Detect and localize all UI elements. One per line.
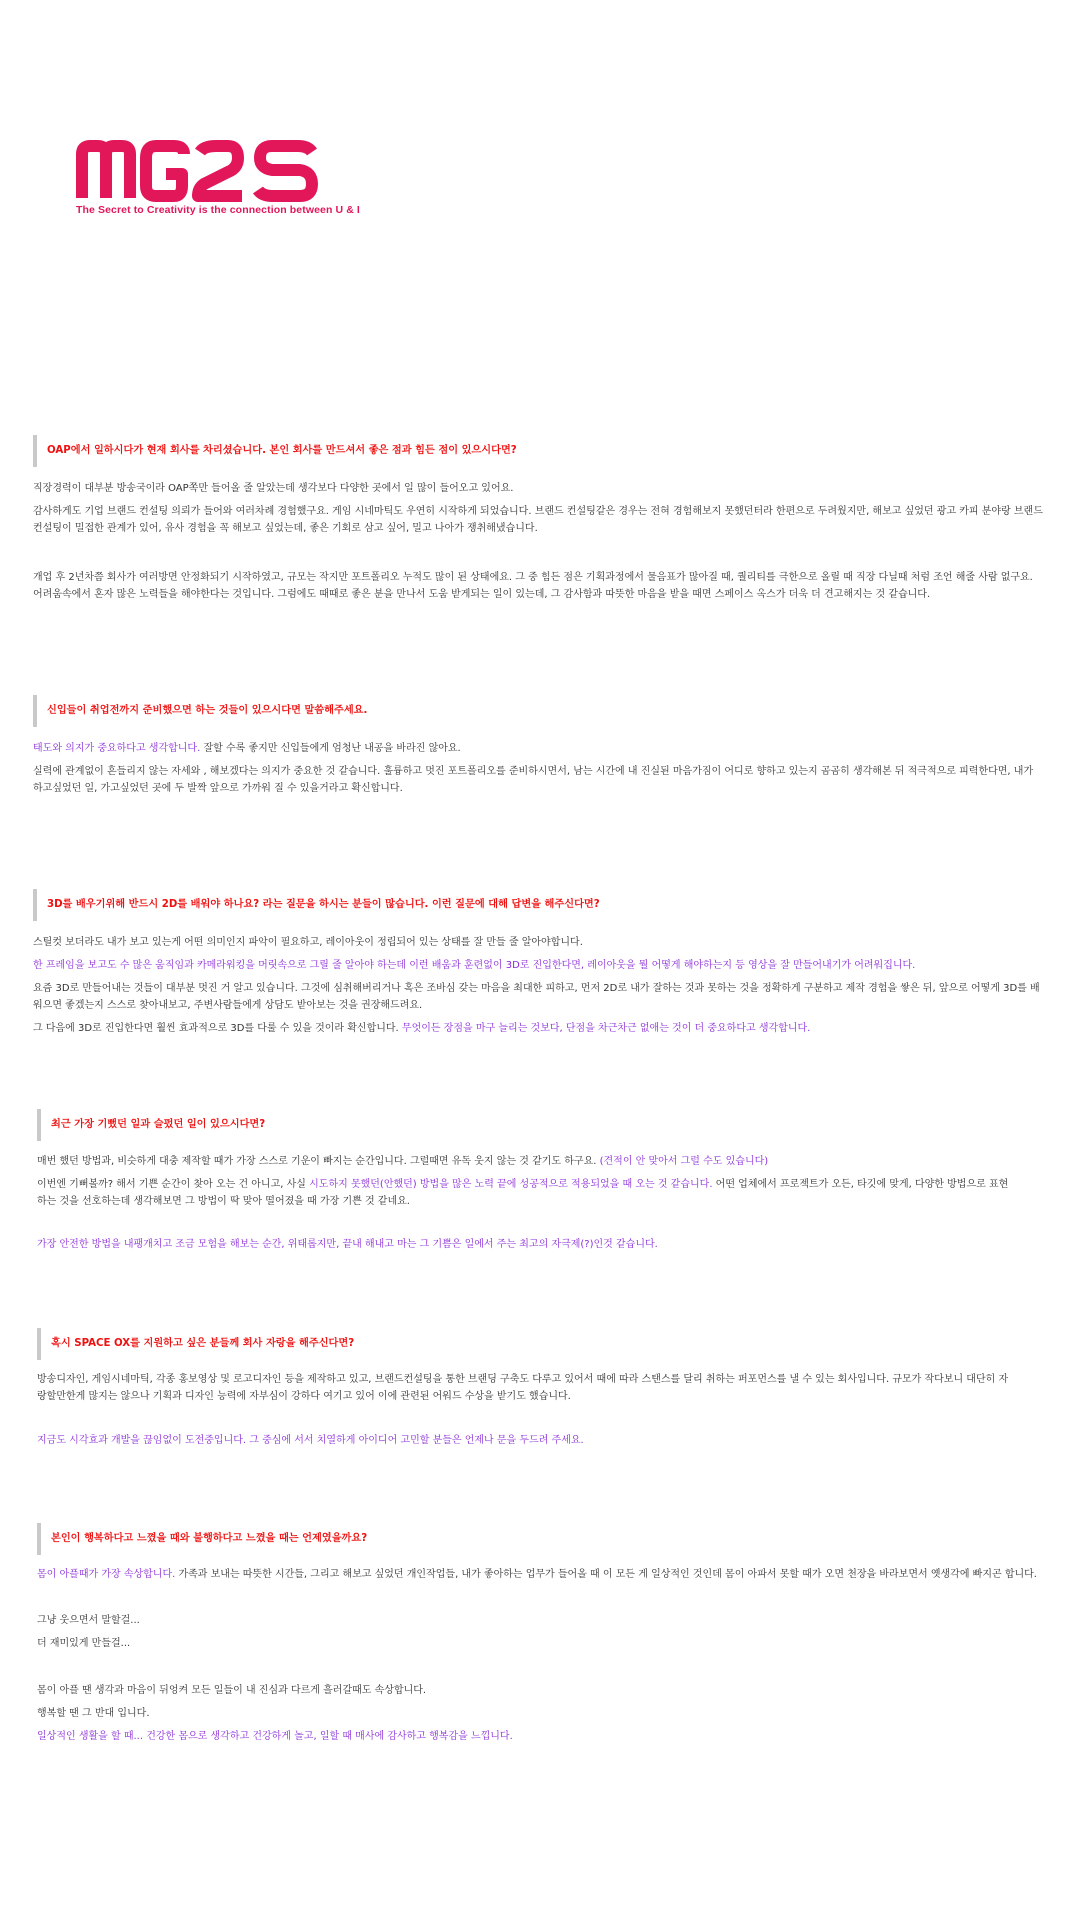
answer-paragraph — [37, 1153, 768, 1170]
highlight-paragraph: 일상적인 생활을 할 때... 건강한 몸으로 생각하고 건강하게 놀고, 일할 때 매사에 감사하고 행복감을 느낍니다. — [37, 1731, 513, 1742]
answer-paragraph: 요즘 3D로 만들어내는 것들이 대부분 멋진 거 알고 있습니다. 그것에 심취해버리거나 혹은 조바심 갖는 마음을 최대한 피하고, 먼저 2D로 내가 잘하는 것과 못하는 것을 정확하게 구분하고 제작 경험을 쌓은 뒤, 앞으로 어떻게 3D를 배워으면 좋겠는지 스스로 찾아내보고, 주변사람들에게 상담도 받아보는 것을 권장해드려요. — [33, 983, 1040, 1011]
highlight-text: 무엇이든 장점을 마구 늘리는 것보다, 단점을 차근차근 없애는 것이 더 중요하다고 생각합니다. — [401, 1023, 811, 1034]
question-heading: 신입들이 취업전까지 준비했으면 하는 것들이 있으시다면 말씀해주세요. — [33, 695, 367, 727]
answer-line: 그냥 웃으면서 말할걸... — [37, 1615, 140, 1626]
highlight-text: (견적이 안 맞아서 그럴 수도 있습니다) — [599, 1156, 769, 1167]
answer-paragraph: 방송디자인, 게임시네마틱, 각종 홍보영상 및 로고디자인 등을 제작하고 있고, 브랜드컨설팅을 통한 브랜딩 구축도 다루고 있어서 때에 따라 스탠스를 달리 취하는 퍼포먼스를 낼 수 있는 회사입니다. 규모가 작다보니 대단히 자랑할만한게 많지는 않으나 기획과 디자인 능력에 자부심이 강하다 여기고 있어 이에 관련된 어워드 수상을 받기도 했습니다. — [37, 1374, 1009, 1402]
body-text: 그 다음에 3D로 진입한다면 훨씬 효과적으로 3D를 다룰 수 있을 것이라 확신합니다. — [33, 1023, 402, 1034]
question-heading: OAP에서 일하시다가 현재 회사를 차리셨습니다. 본인 회사를 만드셔서 좋은 점과 힘든 점이 있으시다면? — [33, 435, 517, 467]
logo-tagline: The Secret to Creativity is the connection between U & I — [76, 204, 360, 216]
answer-paragraph — [33, 1020, 810, 1037]
answer-paragraph — [33, 740, 461, 757]
answer-line: 몸이 아플 땐 생각과 마음이 뒤엉켜 모든 일들이 내 진심과 다르게 흘러갈때도 속상합니다. — [37, 1685, 427, 1696]
company-logo — [76, 140, 360, 216]
highlight-paragraph: 지금도 시각효과 개발을 끊임없이 도전중입니다. 그 중심에 서서 치열하게 아이디어 고민할 분들은 언제나 문을 두드려 주세요. — [37, 1435, 584, 1446]
answer-paragraph: 감사하게도 기업 브랜드 컨설팅 의뢰가 들어와 여러차례 경험했구요. 게임 시네마틱도 우연히 시작하게 되었습니다. 브랜드 컨설팅같은 경우는 전혀 경험해보지 못했던터라 한편으로 두려웠지만, 해보고 싶었던 광고 카피 분야랑 브랜드 컨설팅이 밀접한 관계가 있어, 유사 경험을 꼭 해보고 싶었는데, 좋은 기회로 삼고 싶어, 밀고 나아가 쟁취해냈습니다. — [33, 506, 1043, 534]
highlight-text: 몸이 아플때가 가장 속상합니다. — [37, 1569, 176, 1580]
question-heading: 3D를 배우기위해 반드시 2D를 배워야 하나요? 라는 질문을 하시는 분들이 많습니다. 이런 질문에 대해 답변을 해주신다면? — [33, 889, 600, 921]
question-heading: 혹시 SPACE OX를 지원하고 싶은 분들께 회사 자랑을 해주신다면? — [37, 1328, 354, 1360]
answer-paragraph — [37, 1566, 1047, 1583]
highlight-paragraph: 한 프레임을 보고도 수 많은 움직임과 카메라워킹을 머릿속으로 그릴 줄 알아야 하는데 이런 배움과 훈련없이 3D로 진입한다면, 레이아웃을 뭘 어떻게 해야하는지 등 영상을 잘 만들어내기가 어려워집니다. — [33, 960, 916, 971]
answer-paragraph: 개업 후 2년차쯤 회사가 여러방면 안정화되기 시작하였고, 규모는 작지만 포트폴리오 누적도 많이 된 상태에요. 그 중 힘든 점은 기획과정에서 물음표가 많아질 때, 퀄리티를 극한으로 올릴 때 직장 다닐때 처럼 조언 해줄 사람 없구요. 어려움속에서 혼자 많은 노력들을 해야한다는 것입니다. 그럼에도 때때로 좋은 분을 만나서 도움 받게되는 일이 있는데, 그 감사함과 따뜻한 마음을 받을 때면 스페이스 옥스가 더욱 더 견고해지는 것 같습니다. — [33, 572, 1033, 600]
answer-paragraph: 직장경력이 대부분 방송국이라 OAP쪽만 들어올 줄 알았는데 생각보다 다양한 곳에서 일 많이 들어오고 있어요. — [33, 483, 514, 494]
body-text: 이번엔 기뻐볼까? 해서 기쁜 순간이 찾아 오는 건 아니고, 사실 — [37, 1179, 310, 1190]
highlight-text: 시도하지 못했던(안했던) 방법을 많은 노력 끝에 성공적으로 적용되었을 때 오는 것 같습니다. — [309, 1179, 713, 1190]
body-text: 매번 했던 방법과, 비슷하게 대충 제작할 때가 가장 스스로 기운이 빠지는 순간입니다. 그럴때면 유독 웃지 않는 것 같기도 하구요. — [37, 1156, 600, 1167]
answer-line: 더 재미있게 만들걸... — [37, 1638, 131, 1649]
question-heading: 본인이 행복하다고 느꼈을 때와 불행하다고 느꼈을 때는 언제였을까요? — [37, 1523, 367, 1555]
body-text: 잘할 수록 좋지만 신입들에게 엄청난 내공을 바라진 않아요. — [200, 743, 461, 754]
answer-paragraph: 스틸컷 보더라도 내가 보고 있는게 어떤 의미인지 파악이 필요하고, 레이아웃이 정립되어 있는 상태를 잘 만들 줄 알아야합니다. — [33, 937, 583, 948]
answer-paragraph — [37, 1176, 1017, 1210]
mg2s-logo-mark — [76, 140, 326, 202]
question-heading: 최근 가장 기뻤던 일과 슬펐던 일이 있으시다면? — [37, 1109, 265, 1141]
highlight-paragraph: 가장 안전한 방법을 내팽개치고 조금 모험을 해보는 순간, 위태롭지만, 끝내 해내고 마는 그 기쁨은 일에서 주는 최고의 자극제(?)인것 같습니다. — [37, 1239, 658, 1250]
highlight-text: 태도와 의지가 중요하다고 생각합니다. — [33, 743, 201, 754]
answer-paragraph: 실력에 관계없이 흔들리지 않는 자세와 , 해보겠다는 의지가 중요한 것 같습니다. 훌륭하고 멋진 포트폴리오를 준비하시면서, 남는 시간에 내 진실된 마음가짐이 어디로 향하고 있는지 곰곰히 생각해본 뒤 적극적으로 피력한다면, 내가 하고싶었던 일, 가고싶었던 곳에 두 발짝 앞으로 가까워 질 수 있을거라고 확신합니다. — [33, 766, 1034, 794]
answer-line: 행복할 땐 그 반대 입니다. — [37, 1708, 150, 1719]
body-text: 어떤 업체에서 프로젝트가 오든, 타깃에 맞게, 다양한 방법으로 표현하는 것을 선호하는데 생각해보면 그 방법이 딱 맞아 떨어졌을 때 가장 기쁜 것 같네요. — [37, 1179, 1009, 1207]
body-text: 가족과 보내는 따뜻한 시간들, 그리고 해보고 싶었던 개인작업들, 내가 좋아하는 업무가 들어올 때 이 모든 게 일상적인 것인데 몸이 아파서 못할 때가 오면 천장을 바라보면서 옛생각에 빠지곤 합니다. — [175, 1569, 1037, 1580]
